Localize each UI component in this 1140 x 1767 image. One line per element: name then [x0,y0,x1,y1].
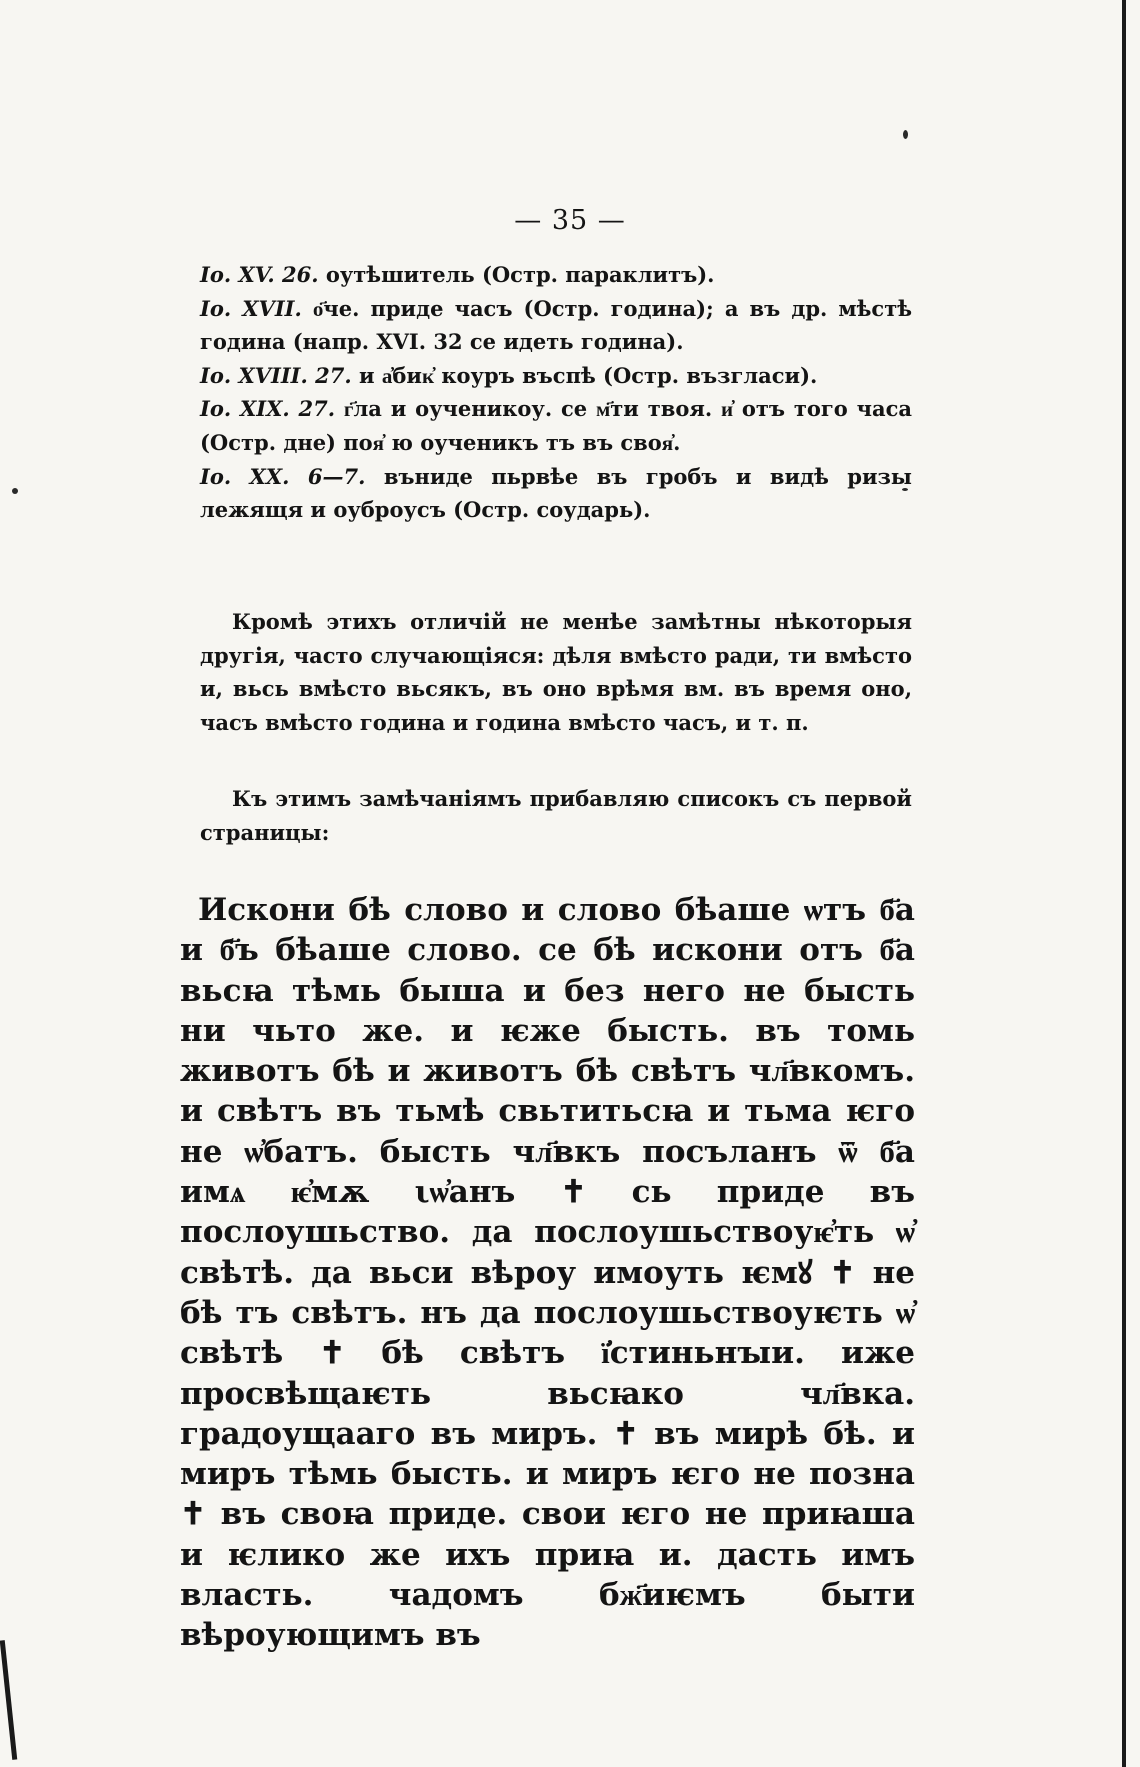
note-text: вънидe пьрвѣе въ гробъ и видѣ ризы лежящя и оуброусъ (Остр. соударь). [200,463,912,523]
note-item [200,392,912,459]
slavonic-gospel-text: Искони бѣ слово и слово бѣаше ѡтъ б҃а и б҃ъ бѣаше слово. се бѣ искони отъ б҃а вьсꙗ тѣмь быша и без него не бысть ни чьто же. и ѥже бысть. въ томь животъ бѣ и животъ бѣ свѣтъ чл҃вкомъ. и свѣтъ въ тьмѣ свьтитьсꙗ и тьма ѥго не ѡ҆батъ. бысть чл҃вкъ посъланъ ѿ б҃а имѧ ѥ҆мѫ ιѡ҆анъ ✝ сь приде въ послоушьство. да послоушьствоуѥ҆ть ѡ҆ свѣтѣ. да вьси вѣроу имоуть ѥмꙋ ✝ не бѣ тъ свѣтъ. нъ да послоушьствоуѥть ѡ҆ свѣтѣ ✝ бѣ свѣтъ ї҆стиньнꙑи. иже просвѣщаѥть вьсꙗко чл҃вка. градоущааго въ миръ. ✝ въ мирѣ бѣ. и миръ тѣмь бысть. и миръ ѥго не позна ✝ въ своꙗ приде. свои ѥго не приꙗша и ѥлико же ихъ приꙗ и. дасть имъ власть. чадомъ бж҃иѥмъ быти вѣроующимъ въ [180,892,915,1654]
variant-notes [200,258,912,527]
note-item [200,359,912,393]
note-reference: Іо. XV. 26. [200,262,319,287]
note-text: оутѣшитель (Остр. параклитъ). [318,262,715,287]
scan-speck [12,488,18,494]
differences-paragraph: Кромѣ этихъ отличій не менѣе замѣтны нѣкоторыя другія, часто случающіяся: дѣля вмѣсто ради, ти вмѣсто и, вьсь вмѣсто вьсякъ, въ оно врѣмя вм. въ время оно, часъ вмѣсто година и година вмѣсто часъ, и т. п. [200,609,912,735]
note-item [200,258,912,292]
binding-mark [0,1640,17,1760]
note-text: г҃ла и оученикоу. се м҃ти твоя. и҆ отъ того часа (Остр. дне) поя҆ ю оученикъ тъ въ своя҆. [200,396,912,455]
list-intro-paragraph: Къ этимъ замѣчаніямъ прибавляю списокъ съ первой страницы: [200,786,912,845]
note-item [200,460,912,527]
scan-speck [903,130,908,139]
note-item [200,292,912,359]
note-reference: Іо. XX. 6—7. [200,463,366,489]
note-reference: Іо. XIX. 27. [200,396,336,422]
page-edge-shadow [1122,0,1126,1767]
note-reference: Іо. XVII. [200,295,302,321]
note-reference: Іо. XVIII. 27. [200,362,352,388]
note-text: о҃че. приде часъ (Остр. година); а въ др. мѣстѣ година (напр. XVI. 32 се идеть година). [200,295,912,355]
page-number: — 35 — [514,205,626,236]
note-text: и а҆бик҆ коуръ въспѣ (Остр. възгласи). [351,362,818,388]
